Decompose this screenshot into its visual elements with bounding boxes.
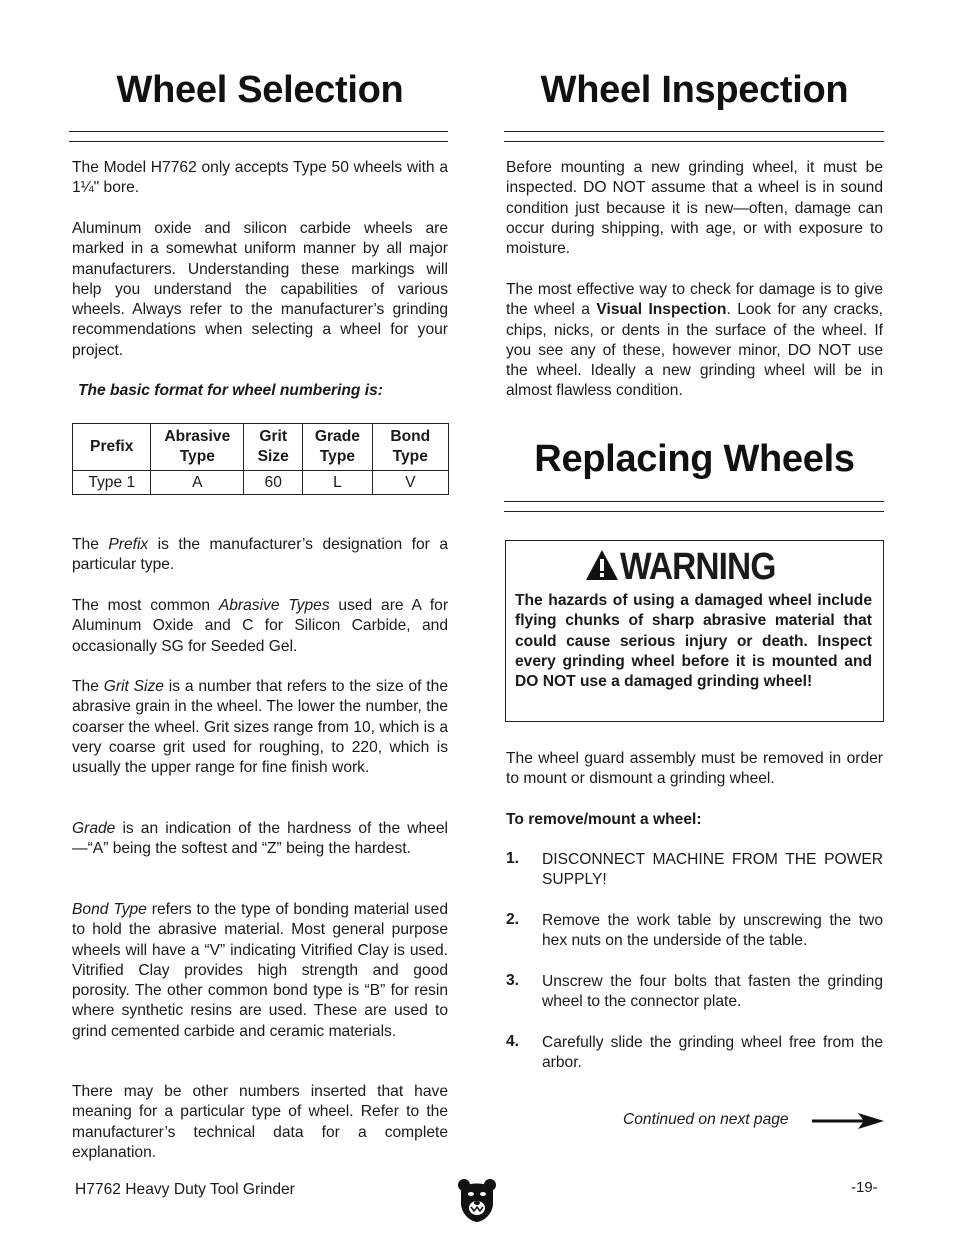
title-rule [504, 131, 884, 142]
bond-paragraph: Bond Type refers to the type of bonding material used to hold the abrasive material. Most general purpose wheels will have a “V” indicating Vitrified Clay is used. Vitrified Clay provides high strength and good porosity. The other common bond type is “B” for resin where synthetic resins are used. These are used to grind cemented carbide and ceramic materials. [72, 901, 448, 1040]
warning-box [505, 540, 884, 722]
abrasive-term: Abrasive Types [218, 597, 330, 614]
table-cell: L [303, 471, 372, 495]
warning-title: WARNING [620, 546, 776, 588]
table-header-cell: Grade Type [303, 424, 372, 471]
visual-inspection-term: Visual Inspection [596, 301, 727, 319]
step-text: DISCONNECT MACHINE FROM THE POWER SUPPLY! [542, 851, 883, 889]
inspection-paragraph: Before mounting a new grinding wheel, it must be inspected. DO NOT assume that a wheel is in sound condition just because it is new—often, damage can occur during shipping, with age, or with exposure to moisture. [506, 159, 883, 258]
continued-note: Continued on next page [623, 1111, 789, 1128]
bear-head-icon [457, 1177, 497, 1223]
visual-inspection-paragraph: The most effective way to check for damage is to give the wheel a Visual Inspection. Look for any cracks, chips, nicks, or dents in the surface of the wheel. If you see any of these, however minor, DO NOT use the wheel. Ideally a new grinding wheel will be in almost flawless condition. [506, 281, 884, 400]
prefix-paragraph: The Prefix is the manufacturer’s designation for a particular type. [72, 536, 449, 574]
section-title-wheel-inspection: Wheel Inspection [540, 69, 849, 111]
title-rule [69, 131, 448, 142]
step-number: 2. [506, 911, 520, 928]
table-cell: A [151, 471, 244, 495]
section-title-replacing-wheels: Replacing Wheels [534, 438, 855, 480]
wheel-format-table [72, 423, 449, 495]
intro-paragraph: The Model H7762 only accepts Type 50 wheels with a 1¼" bore. [72, 159, 448, 197]
other-numbers-paragraph: There may be other numbers inserted that have meaning for a particular type of wheel. Refer to the manufacturer’s technical data for a complete explanation. [72, 1083, 448, 1161]
step-text: Unscrew the four bolts that fasten the grinding wheel to the connector plate. [542, 973, 883, 1011]
table-cell: V [372, 471, 448, 495]
page-number: -19- [851, 1179, 878, 1196]
prefix-term: Prefix [108, 536, 149, 553]
table-header-row [73, 424, 449, 471]
warning-triangle-icon [585, 549, 619, 581]
step-number: 1. [506, 850, 520, 867]
grade-paragraph: Grade is an indication of the hardness of the wheel—“A” being the softest and “Z” being the hardest. [72, 820, 448, 858]
footer-model: H7762 Heavy Duty Tool Grinder [75, 1181, 295, 1198]
grit-paragraph: The Grit Size is a number that refers to the size of the abrasive grain in the wheel. The lower the number, the coarser the wheel. Grit sizes range from 10, which is a very coarse grit used for roughing, to 220, which is usually the upper range for fine finish work. [72, 678, 448, 777]
grit-term: Grit Size [103, 678, 164, 695]
section-title-wheel-selection: Wheel Selection [116, 69, 404, 111]
step-number: 4. [506, 1033, 520, 1050]
steps-heading: To remove/mount a wheel: [506, 811, 702, 828]
step-text: Remove the work table by unscrewing the two hex nuts on the underside of the table. [542, 912, 883, 950]
marking-paragraph: Aluminum oxide and silicon carbide wheels are marked in a somewhat uniform manner by all major manufacturers. Understanding these markings will help you understand the capabilities of various wheels. Always refer to the manufacturer’s grinding recommendations when selecting a wheel for your project. [72, 220, 448, 359]
format-heading: The basic format for wheel numbering is: [78, 382, 383, 399]
table-header-cell: Prefix [73, 424, 151, 471]
step-text: Carefully slide the grinding wheel free from the arbor. [542, 1034, 883, 1072]
table-cell: Type 1 [73, 471, 151, 495]
table-header-cell: Grit Size [244, 424, 303, 471]
warning-text: The hazards of using a damaged wheel include flying chunks of sharp abrasive material that could cause serious injury or death. Inspect every grinding wheel before it is mounted and DO NOT use a damaged grinding wheel! [515, 592, 872, 691]
grade-term: Grade [72, 820, 116, 837]
table-cell: 60 [244, 471, 303, 495]
abrasive-paragraph: The most common Abrasive Types used are A for Aluminum Oxide and C for Silicon Carbide, and occasionally SG for Seeded Gel. [72, 597, 449, 655]
table-header-cell: Bond Type [372, 424, 448, 471]
table-row [73, 471, 449, 495]
step-number: 3. [506, 972, 520, 989]
bond-term: Bond Type [72, 901, 147, 918]
table-header-cell: Abrasive Type [151, 424, 244, 471]
arrow-right-icon [812, 1112, 884, 1130]
title-rule [504, 501, 884, 512]
guard-paragraph: The wheel guard assembly must be removed in order to mount or dismount a grinding wheel. [506, 750, 883, 788]
